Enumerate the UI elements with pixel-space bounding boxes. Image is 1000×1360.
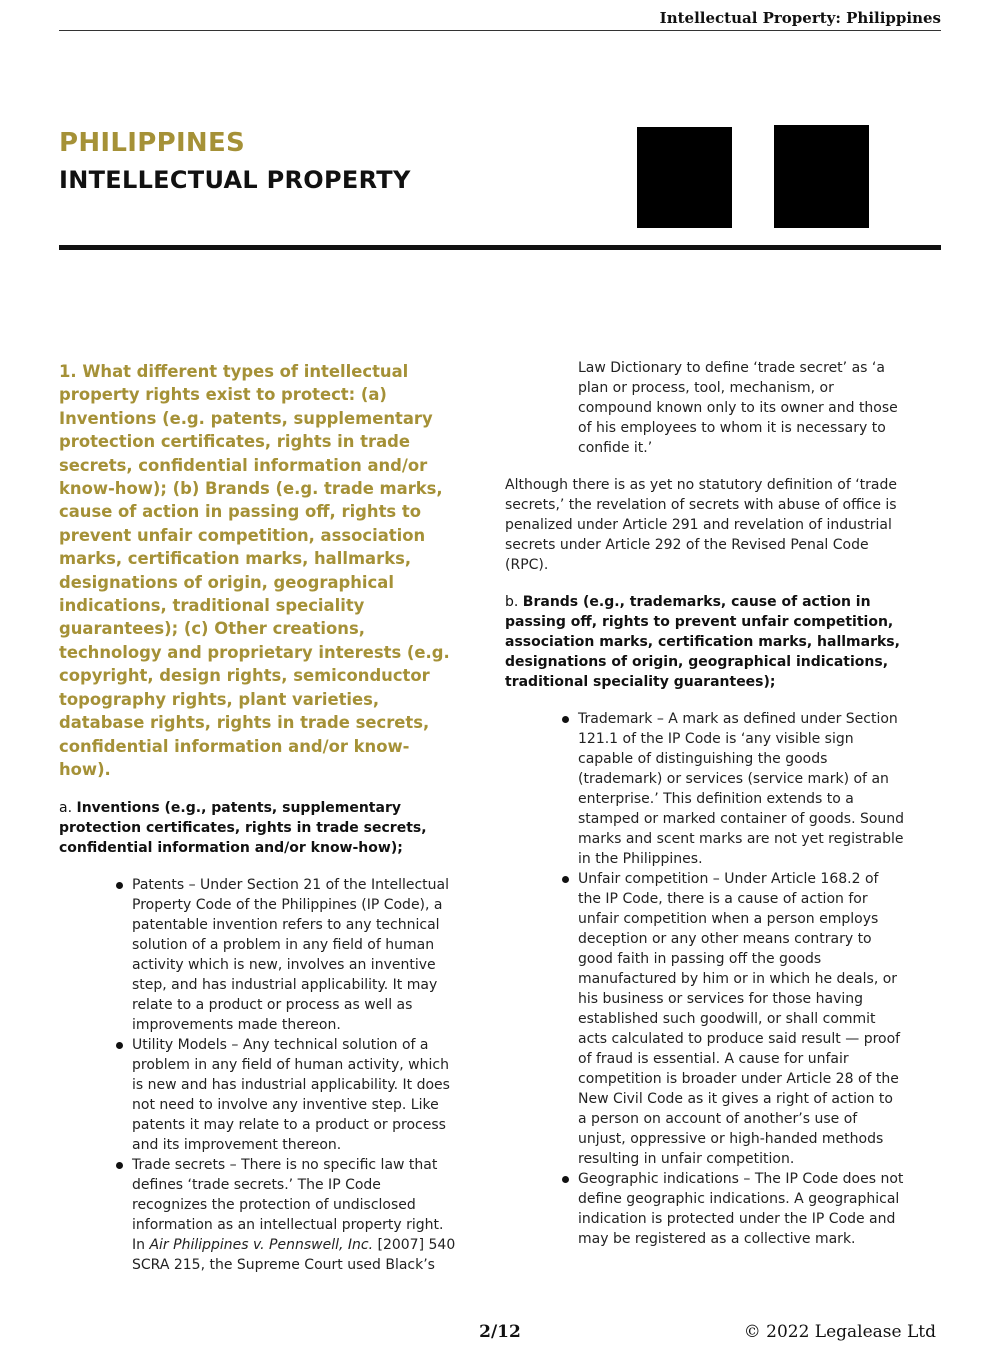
trade-secret-paragraph: Although there is as yet no statutory definition of ‘trade secrets,’ the revelation of secrets with abuse of office is penalized under Article 291 and revelation of industrial secrets under Article 292 of the Revised Penal Code (RPC). <box>505 477 897 573</box>
section-a-prefix: a. <box>59 800 77 817</box>
list-item: Patents – Under Section 21 of the Intellectual Property Code of the Philippines (IP Code), a patentable invention refers to any technical solution of a problem in any field of human activity which is new, involves an inventive step, and has industrial applicability. It may relate to a product or process as well as improvements made thereon. <box>132 875 459 1035</box>
section-a-heading <box>59 798 459 858</box>
list-item: Unfair competition – Under Article 168.2 of the IP Code, there is a cause of action for unfair competition when a person employs deception or any other means contrary to good faith in passing off the goods manufactured by him or in which he deals, or his business or services for those having established such goodwill, or shall commit acts calculated to produce said result — proof of fraud is essential. A cause for unfair competition is broader under Article 28 of the New Civil Code as it gives a right of action to a person on account of another’s use of unjust, oppressive or high-handed methods resulting in unfair competition. <box>578 869 905 1169</box>
section-a-list <box>59 875 459 1275</box>
bullet-icon <box>562 876 569 883</box>
running-header-title: Intellectual Property: Philippines <box>659 9 941 27</box>
header-divider <box>59 30 941 31</box>
case-citation: Air Philippines v. Pennswell, Inc. <box>149 1237 374 1254</box>
bullet-icon <box>562 1176 569 1183</box>
list-item: Trademark – A mark as defined under Section 121.1 of the IP Code is ‘any visible sign capable of distinguishing the goods (trademark) or services (service mark) of an enterprise.’ This definition extends to a stamped or marked container of goods. Sound marks and scent marks are not yet registrable in the Philippines. <box>578 709 905 869</box>
section-b-list <box>505 709 905 1249</box>
right-column <box>505 358 905 1249</box>
list-item: Utility Models – Any technical solution of a problem in any field of human activity, which is new and has industrial applicability. It does not need to involve any inventive step. Like patents it may relate to a product or process and its improvement thereon. <box>132 1035 459 1155</box>
page-number: 2/12 <box>479 1322 521 1342</box>
section-b-title: Brands (e.g., trademarks, cause of action in passing off, rights to prevent unfair competition, association marks, certification marks, hallmarks, designations of origin, geographical indications, traditional speciality guarantees); <box>505 594 900 690</box>
logo-block-right <box>774 125 869 228</box>
topic-title: INTELLECTUAL PROPERTY <box>59 166 411 194</box>
section-b-heading <box>505 592 905 692</box>
logo-block-left <box>637 127 732 228</box>
list-item: Geographic indications – The IP Code does not define geographic indications. A geographical indication is protected under the IP Code and may be registered as a collective mark. <box>578 1169 905 1249</box>
bullet-icon <box>116 882 123 889</box>
bullet-icon <box>562 716 569 723</box>
trade-secret-continuation: Law Dictionary to define ‘trade secret’ as ‘a plan or process, tool, mechanism, or compound known only to its owner and those of his employees to whom it is necessary to confide it.’ <box>578 360 898 456</box>
left-column <box>59 360 459 1275</box>
copyright-notice: © 2022 Legalease Ltd <box>743 1322 936 1342</box>
bullet-icon <box>116 1042 123 1049</box>
list-item: Trade secrets – There is no specific law that defines ‘trade secrets.’ The IP Code recognizes the protection of undisclosed information as an intellectual property right. In Air Philippines v. Pennswell, Inc. [2007] 540 SCRA 215, the Supreme Court used Black’s <box>132 1155 459 1275</box>
question-heading: 1. What different types of intellectual property rights exist to protect: (a) Inventions (e.g. patents, supplementary protection certificates, rights in trade secrets, confidential information and/or know-how); (b) Brands (e.g. trade marks, cause of action in passing off, rights to prevent unfair competition, association marks, certification marks, hallmarks, designations of origin, geographical indications, traditional speciality guarantees); (c) Other creations, technology and proprietary interests (e.g. copyright, design rights, semiconductor topography rights, plant varieties, database rights, rights in trade secrets, confidential information and/or know-how). <box>59 362 450 779</box>
section-a-title: Inventions (e.g., patents, supplementary protection certificates, rights in trade secrets, confidential information and/or know-how); <box>59 800 427 857</box>
title-divider <box>59 245 941 250</box>
country-title: PHILIPPINES <box>59 128 246 158</box>
section-b-prefix: b. <box>505 594 523 610</box>
bullet-icon <box>116 1162 123 1169</box>
